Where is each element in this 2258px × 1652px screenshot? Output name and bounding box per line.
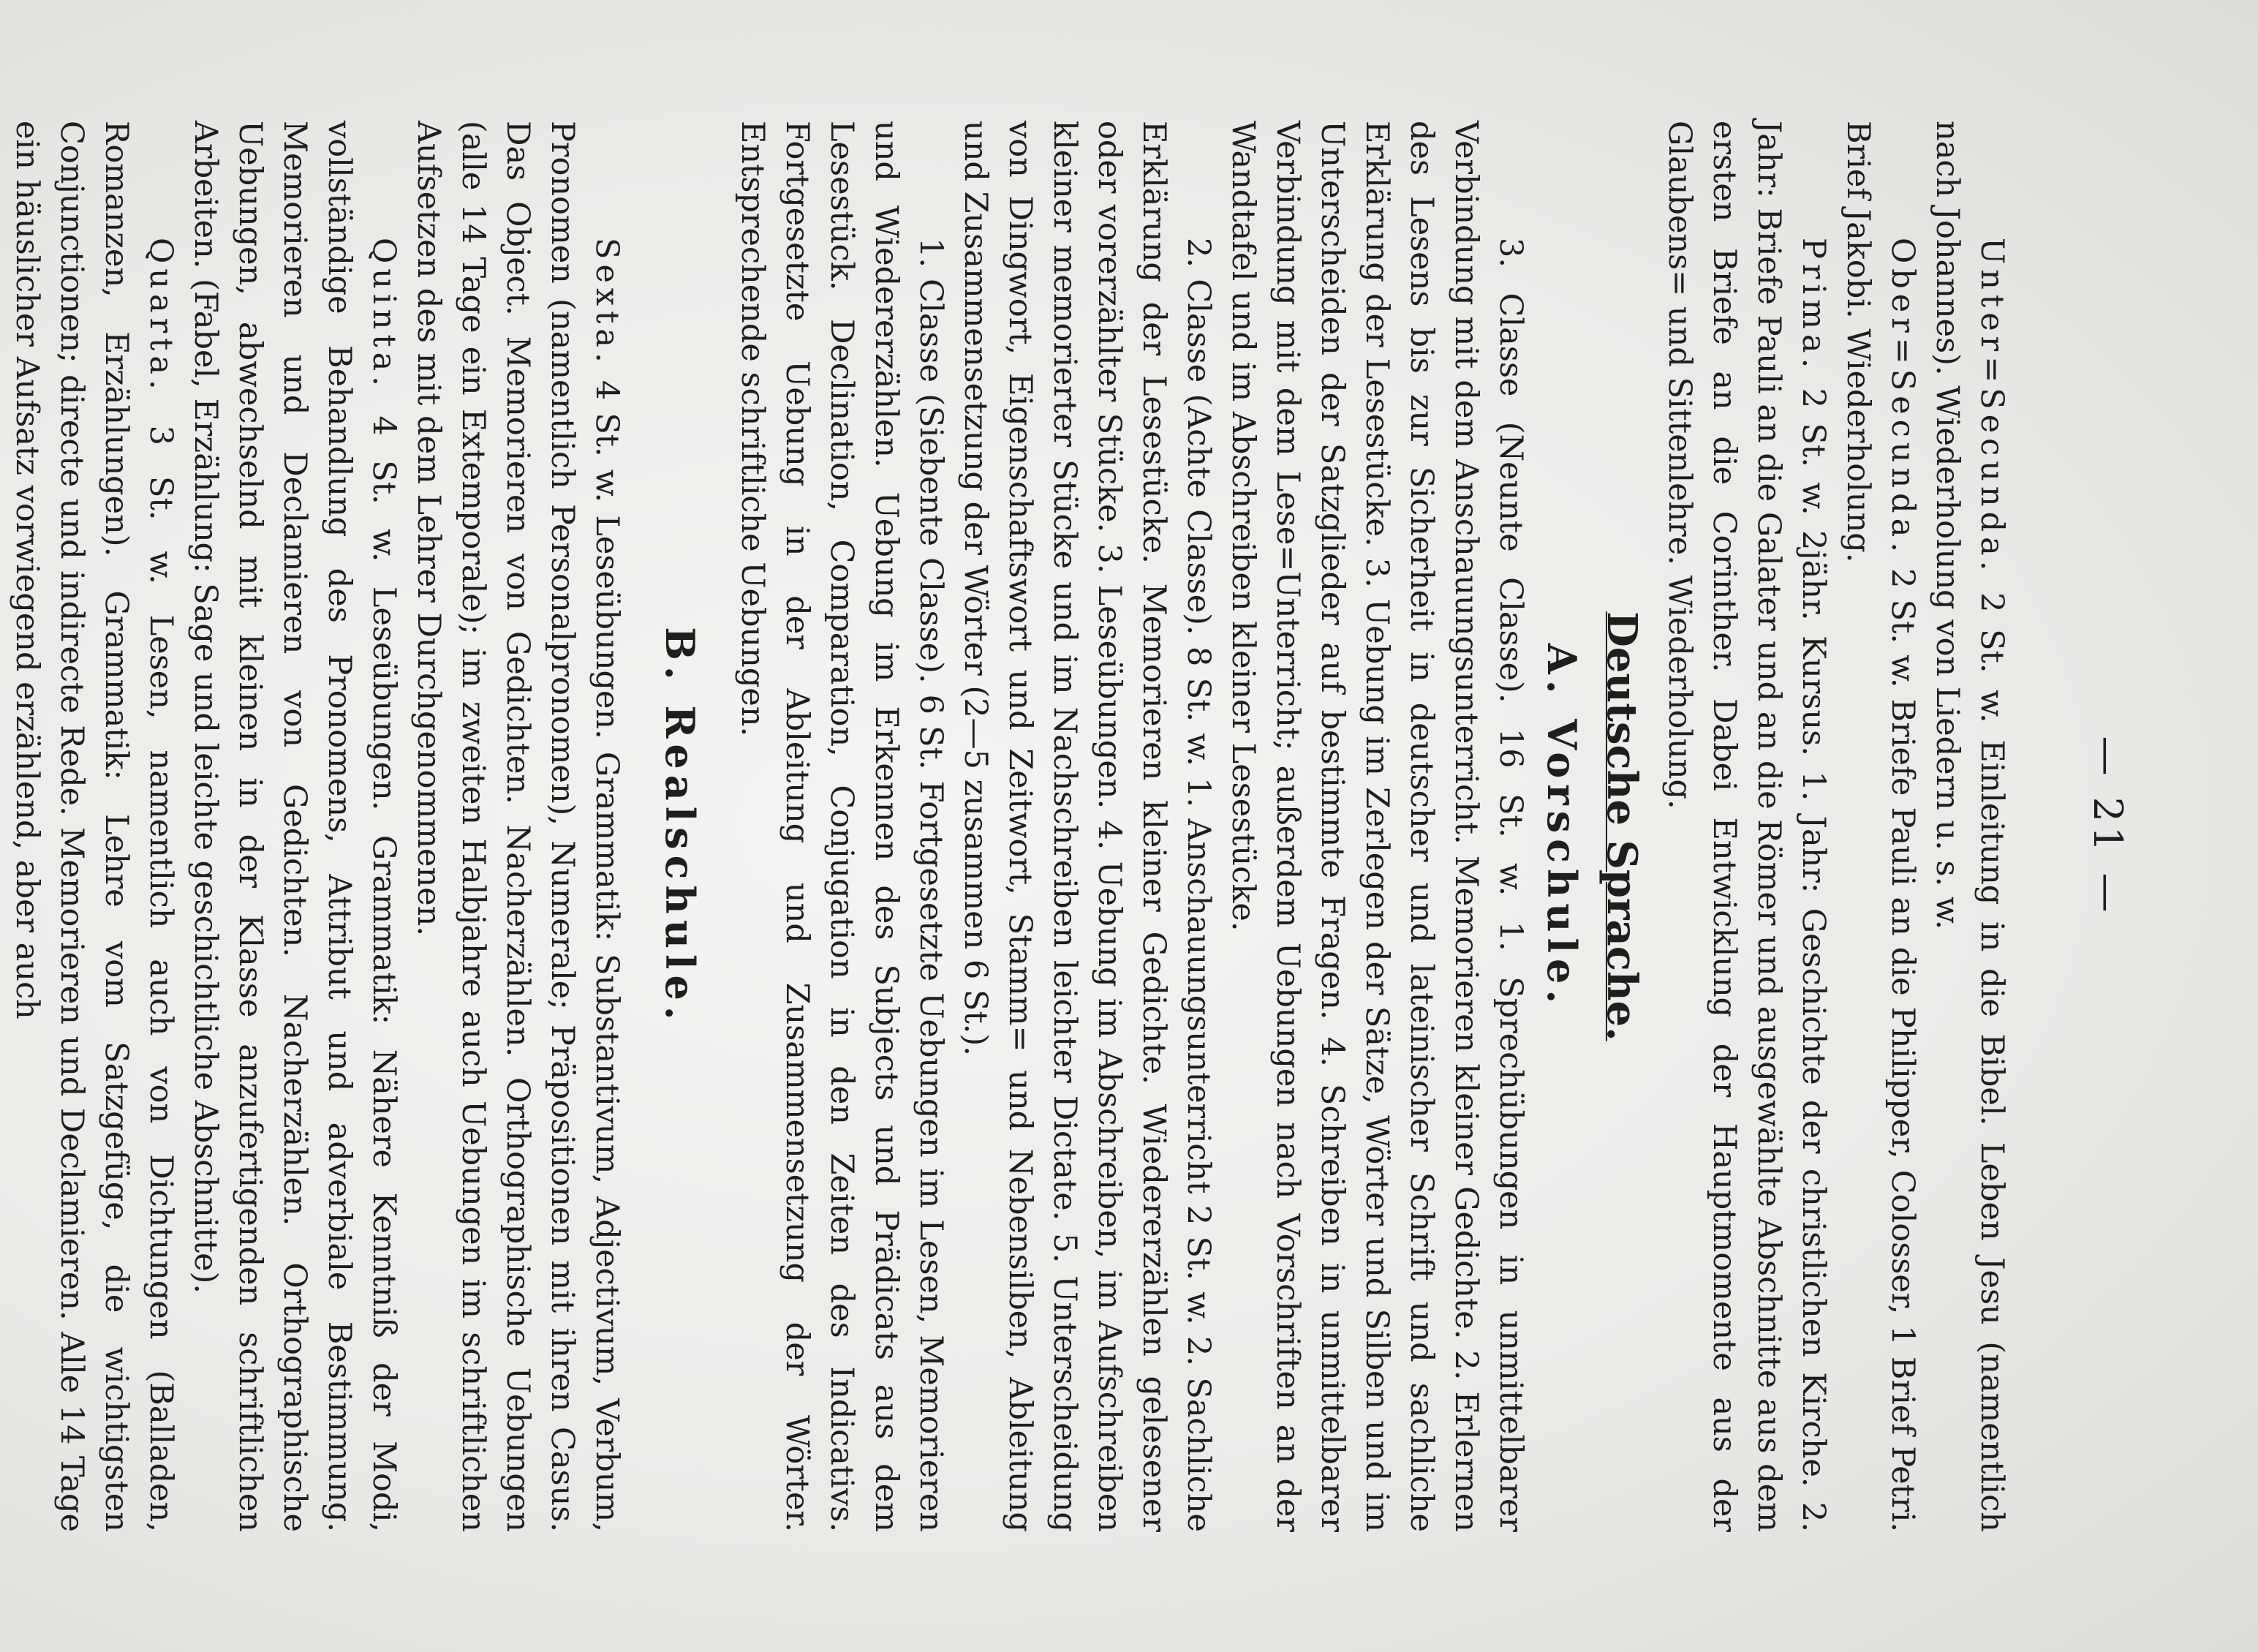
heading-realschule: B. Realschule. [657,627,703,1026]
paragraph-text: 2 St. w. 2jähr. Kursus. 1. Jahr: Geschichte der christlichen Kirche. 2. Jahr: Briefe Pauli an die Galater und an die Römer und ausgewählte Abschnitte aus dem ersten Briefe an die Corinther. Dabei Entwicklung der Hauptmomente aus der Glaubens= und Sittenlehre. Wiederholung. [1661,121,1832,1532]
paragraph-text: 2 St. w. Briefe Pauli an die Philipper, Colosser, 1 Brief Petri. Brief Jakobi. Wiederholung. [1840,121,1921,1532]
class-lead: Sexta. [589,238,625,368]
paragraph-unter-secunda [1925,121,2014,1532]
paragraph-text: 3 St. w. Lesen, namentlich auch von Dichtungen (Balladen, Romanzen, Erzählungen). Grammatik: Lehre vom Satzgefüge, die wichtigsten Conjunctionen; directe und indirecte Rede. Memorieren und Declamieren. Alle 14 Tage ein häuslicher Aufsatz vorwiegend erzählend, aber auch [9,121,179,1532]
paragraph-sexta [406,121,629,1532]
heading-deutsche-sprache: Deutsche Sprache. [1598,611,1646,1041]
paragraph-text: 4 St. w. Leseübungen. Grammatik: Substantivum, Adjectivum, Verbum, Pronomen (namentlich Personalpronomen), Numerale; Präpositionen mit ihren Casus. Das Object. Memorieren von Gedichten. Nacherzählen. Orthographische Uebungen (alle 14 Tage ein Extemporale); im zweiten Halbjahre auch Uebungen im schriftlichen Aufsetzen des mit dem Lehrer Durchgenommenen. [410,121,625,1532]
paragraph-vorschule-2: 2. Classe (Achte Classe). 8 St. w. 1. Anschauungsunterricht 2 St. w. 2. Sachliche Erklärung der Lesestücke. Memorieren kleiner Gedichte. Wiedererzählen gelesener oder vorerzählter Stücke. 3. Leseübungen. 4. Uebung im Abschreiben, im Aufschreiben kleiner memorierter Stücke und im Nachschreiben leichter Dictate. 5. Unterscheidung von Dingwort, Eigenschaftswort und Zeitwort, Stamm= und Nebensilben, Ableitung und Zusammensetzung der Wörter (2—5 zusammen 6 St.). [957,121,1217,1532]
page-body [4,121,2014,1532]
heading-vorschule: A. Vorschule. [1538,643,1585,1010]
paragraph-text: 2 St. w. Einleitung in die Bibel. Leben Jesu (namentlich nach Johannes). Wiederholung von Liedern u. s. w. [1929,121,2010,1532]
page-number: — 21 — [2085,736,2131,917]
class-lead: Quinta. [366,238,402,391]
class-lead: Quarta. [143,238,179,395]
paragraph-vorschule-3: 3. Classe (Neunte Classe). 16 St. w. 1. Sprechübungen in unmittelbarer Verbindung mit dem Anschauungsunterricht. Memorieren kleiner Gedichte. 2. Erlernen des Lesens bis zur Sicherheit in deutscher und lateinischer Schrift und sachliche Erklärung der Lesestücke. 3. Uebung im Zerlegen der Sätze, Wörter und Silben und im Unterscheiden der Satzglieder auf bestimmte Fragen. 4. Schreiben in unmittelbarer Verbindung mit dem Lese=Unterricht; außerdem Uebungen nach Vorschriften an der Wandtafel und im Abschreiben kleiner Lesestücke. [1225,121,1529,1532]
document-page [9,62,2145,1591]
paragraph-prima [1657,121,1835,1532]
paragraph-quinta [183,121,406,1532]
paragraph-vorschule-1: 1. Classe (Siebente Classe). 6 St. Fortgesetzte Uebungen im Lesen, Memorieren und Wiedererzählen. Uebung im Erkennen des Subjects und Prädicats aus dem Lesestück. Declination, Comparation, Conjugation in den Zeiten des Indicativs. Fortgesetzte Uebung in der Ableitung und Zusammensetzung der Wörter. Entsprechende schriftliche Uebungen. [734,121,949,1532]
class-lead: Prima. [1795,238,1832,374]
paragraph-text: 4 St. w. Leseübungen. Grammatik: Nähere Kenntniß der Modi, vollständige Behandlung des Pronomens, Attribut und adverbiale Bestimmung. Memorieren und Declamieren von Gedichten. Nacherzählen. Orthographische Uebungen, abwechselnd mit kleinen in der Klasse anzufertigenden schriftlichen Arbeiten. (Fabel, Erzählung: Sage und leichte geschichtliche Abschnitte). [187,121,402,1532]
paragraph-ober-secunda [1835,121,1925,1532]
class-lead: Ober=Secunda. [1884,238,1921,558]
class-lead: Unter=Secunda. [1974,238,2010,576]
paragraph-quarta [4,121,183,1532]
